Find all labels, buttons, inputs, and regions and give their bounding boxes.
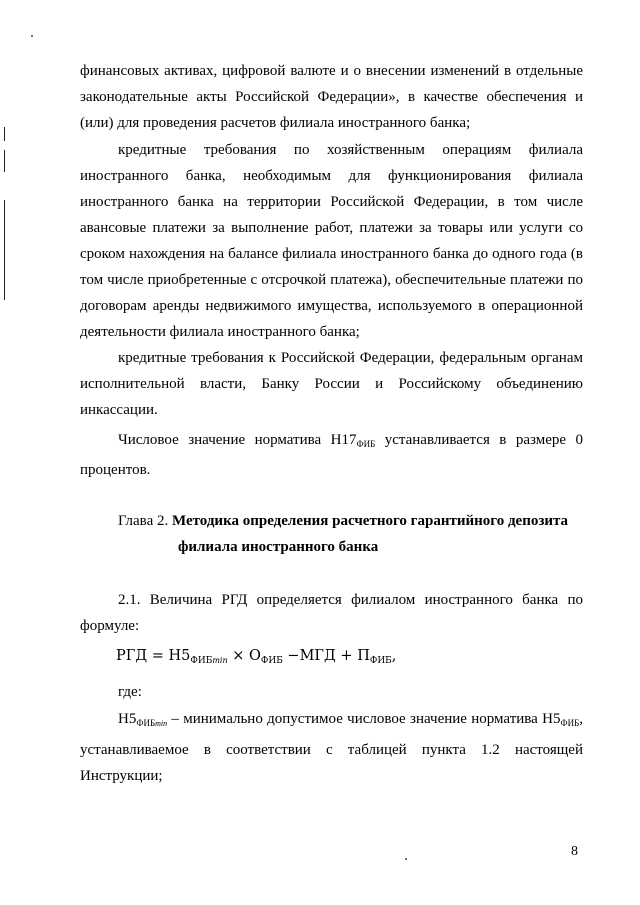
paragraph-2-1: 2.1. Величина РГД определяется филиалом иностранного банка по формуле: — [80, 592, 583, 634]
page-number: 8 — [571, 844, 578, 859]
paragraph-definition — [80, 706, 583, 789]
def-text-1: – минимально допустимое числовое значение норматива Н5 — [167, 711, 561, 727]
formula-times: × О — [227, 648, 261, 664]
def-symbol: Н5 — [118, 711, 137, 727]
chapter-title-line2: филиала иностранного банка — [178, 539, 379, 555]
scan-dot — [405, 858, 407, 860]
margin-mark — [4, 150, 5, 172]
paragraph-norm-value — [80, 427, 583, 483]
norm-text-pre: Числовое значение норматива Н17 — [118, 432, 357, 448]
paragraph-credit-operations: кредитные требования по хозяйственным операциям филиала иностранного банка, необходимым для функционирования филиала иностранного банка на территории Российской Федерации, в том числе авансовые платежи за выполнение работ, платежи за товары или услуги со сроком нахождения на балансе филиала иностранного банка до одного года (в том числе приобретенные с отсрочкой платежа), обеспечительные платежи по договорам аренды недвижимого имущества, используемого в операционной деятельности филиала иностранного банка; — [80, 142, 583, 340]
formula-sub3: ФИБ — [369, 656, 392, 666]
paragraph-credit-rf: кредитные требования к Российской Федерации, федеральным органам исполнительной власти, Банку России и Российскому объединению инкассации. — [80, 350, 583, 418]
def-subscript-min: min — [155, 719, 168, 728]
formula-lhs: РГД = Н5 — [116, 648, 191, 664]
norm-text-post: устанавливается в размере 0 процентов. — [80, 432, 583, 478]
chapter-heading — [118, 508, 588, 534]
margin-mark — [4, 127, 5, 141]
formula-sub1: ФИБmin — [190, 656, 228, 666]
def-text-2: , устанавливаемое в соответствии с таблицей пункта 1.2 настоящей Инструкции; — [80, 711, 583, 784]
norm-subscript: ФИБ — [356, 439, 376, 449]
chapter-title-line1: Методика определения расчетного гарантийного депозита — [171, 513, 569, 529]
rgd-formula — [116, 648, 396, 666]
formula-sub2: ФИБ — [260, 656, 283, 666]
chapter-label: Глава 2. — [118, 513, 172, 529]
def-subscript: ФИБmin — [136, 718, 168, 728]
scan-dot — [31, 35, 33, 37]
margin-mark — [4, 200, 5, 300]
formula-minus: −МГД + П — [282, 648, 370, 664]
formula-sub1-min: min — [212, 656, 228, 665]
where-label: где: — [118, 684, 142, 700]
def-subscript2: ФИБ — [560, 718, 580, 728]
formula-end: , — [391, 648, 397, 664]
paragraph-continuation: финансовых активах, цифровой валюте и о внесении изменений в отдельные законодательные акты Российской Федерации», в качестве обеспечения и (или) для проведения расчетов филиала иностранного банка; — [80, 63, 583, 131]
